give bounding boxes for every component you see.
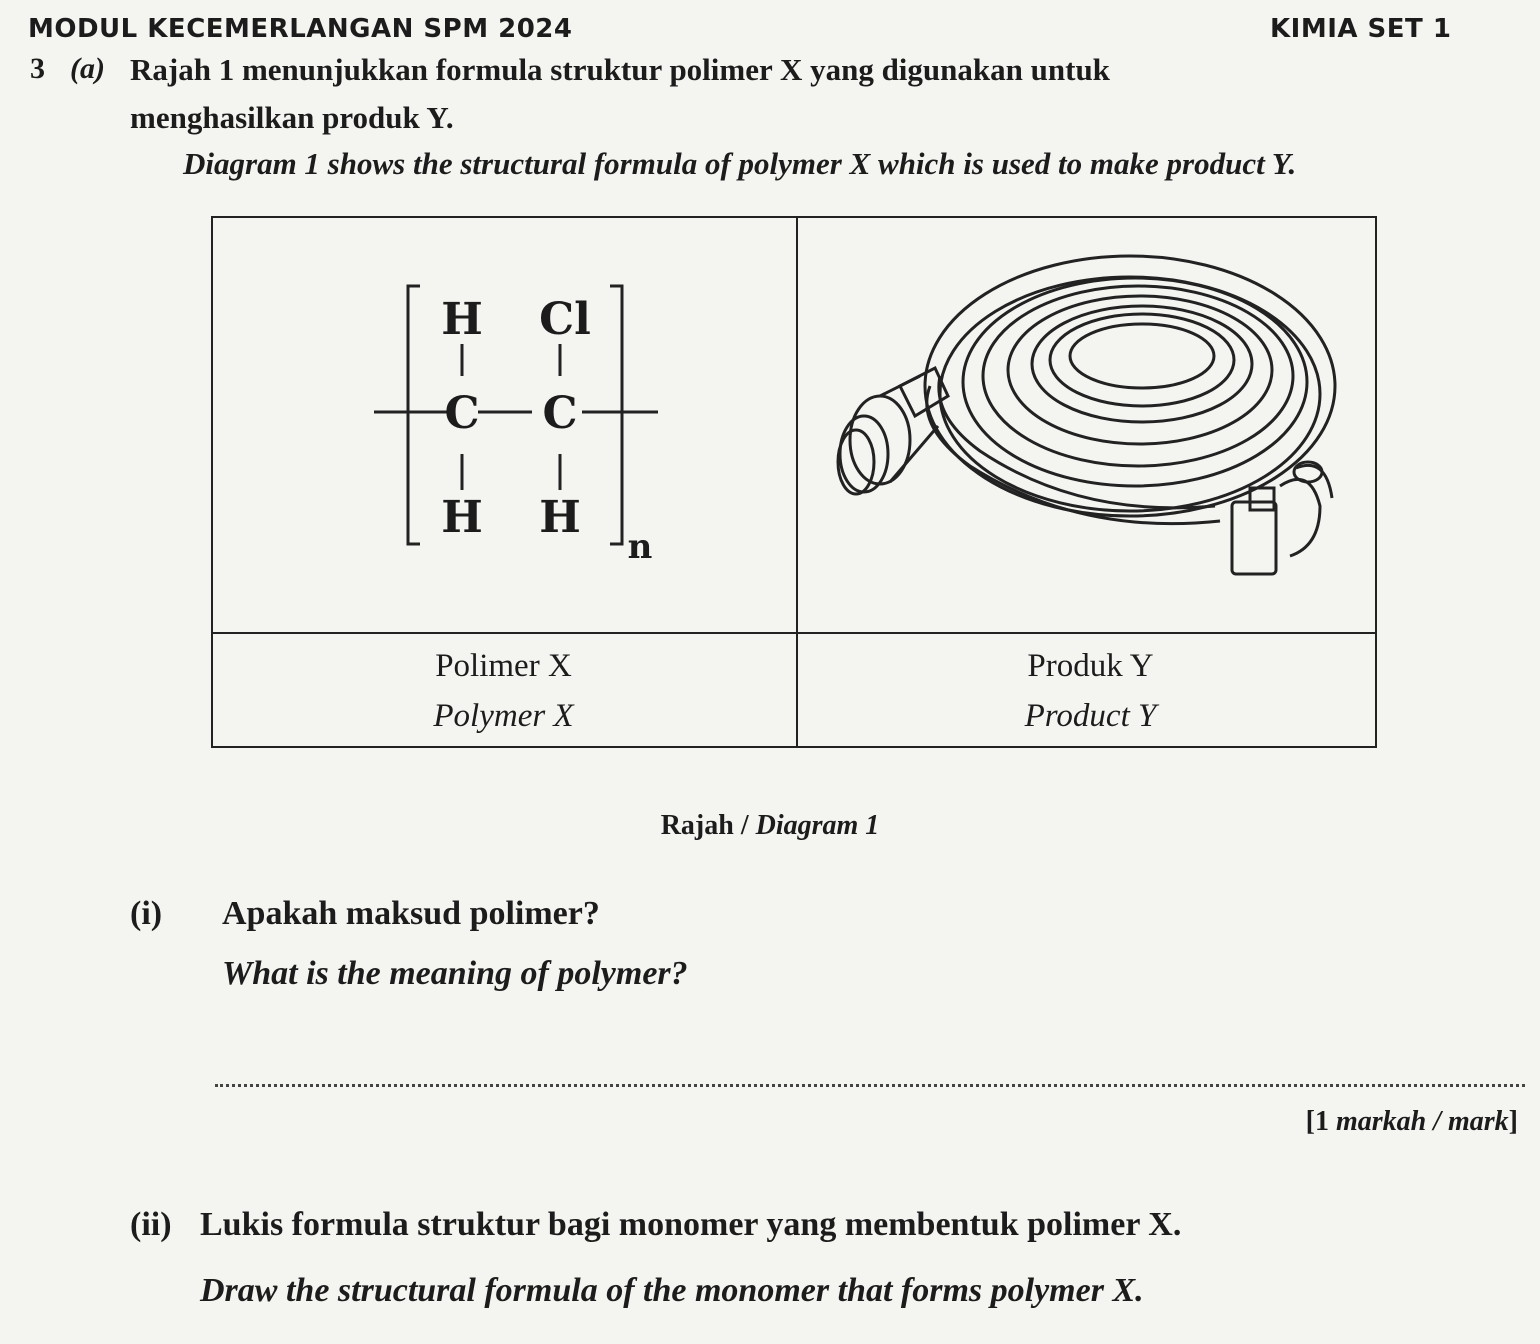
atom-cl-top-right: Cl xyxy=(539,294,591,345)
product-caption-en: Product Y xyxy=(1024,698,1157,734)
question-stem-ms-line1: Rajah 1 menunjukkan formula struktur polimer X yang digunakan untuk xyxy=(130,52,1110,87)
question-part: (a) xyxy=(70,52,105,85)
subquestion-i-text-ms: Apakah maksud polimer? xyxy=(222,895,600,932)
subquestion-ii-label: (ii) xyxy=(130,1206,172,1243)
polymer-caption-en: Polymer X xyxy=(433,698,574,734)
atom-h-bottom-left: H xyxy=(441,492,483,543)
subscript-n: n xyxy=(627,527,653,567)
polymer-structural-formula xyxy=(360,276,680,576)
table-divider-horizontal xyxy=(211,632,1377,634)
polymer-caption-ms: Polimer X xyxy=(435,648,572,684)
atom-c-right: C xyxy=(542,388,578,439)
mark-separator: / xyxy=(1426,1106,1448,1137)
question-number: 3 xyxy=(30,52,45,85)
atom-h-top-left: H xyxy=(441,294,483,345)
left-bracket xyxy=(408,286,420,544)
mark-en: mark xyxy=(1447,1106,1509,1137)
subquestion-i-label: (i) xyxy=(130,895,163,932)
subquestion-ii-text-ms: Lukis formula struktur bagi monomer yang membentuk polimer X. xyxy=(200,1206,1182,1243)
garden-hose-icon xyxy=(820,236,1360,616)
mark-ms: markah xyxy=(1335,1106,1427,1137)
subquestion-i-text-en: What is the meaning of polymer? xyxy=(222,955,688,992)
atom-h-bottom-right: H xyxy=(539,492,581,543)
atom-c-left: C xyxy=(444,388,480,439)
header-module-title: MODUL KECEMERLANGAN SPM 2024 xyxy=(28,14,573,44)
diagram-caption-en: Diagram 1 xyxy=(755,810,880,841)
mark-open: [1 xyxy=(1305,1106,1336,1137)
question-stem-ms-line2: menghasilkan produk Y. xyxy=(130,100,454,135)
right-bracket xyxy=(610,286,622,544)
question-stem-en: Diagram 1 shows the structural formula of polymer X which is used to make product Y. xyxy=(183,146,1297,181)
subquestion-ii-text-en: Draw the structural formula of the monomer that forms polymer X. xyxy=(200,1272,1144,1309)
mark-allocation xyxy=(1306,1106,1518,1138)
diagram-caption-ms: Rajah / xyxy=(660,810,756,841)
diagram-caption xyxy=(0,810,1540,842)
answer-line[interactable] xyxy=(215,1048,1525,1087)
product-caption-ms: Produk Y xyxy=(1027,648,1154,684)
mark-close: ] xyxy=(1508,1106,1518,1137)
header-subject-set: KIMIA SET 1 xyxy=(1270,14,1452,44)
